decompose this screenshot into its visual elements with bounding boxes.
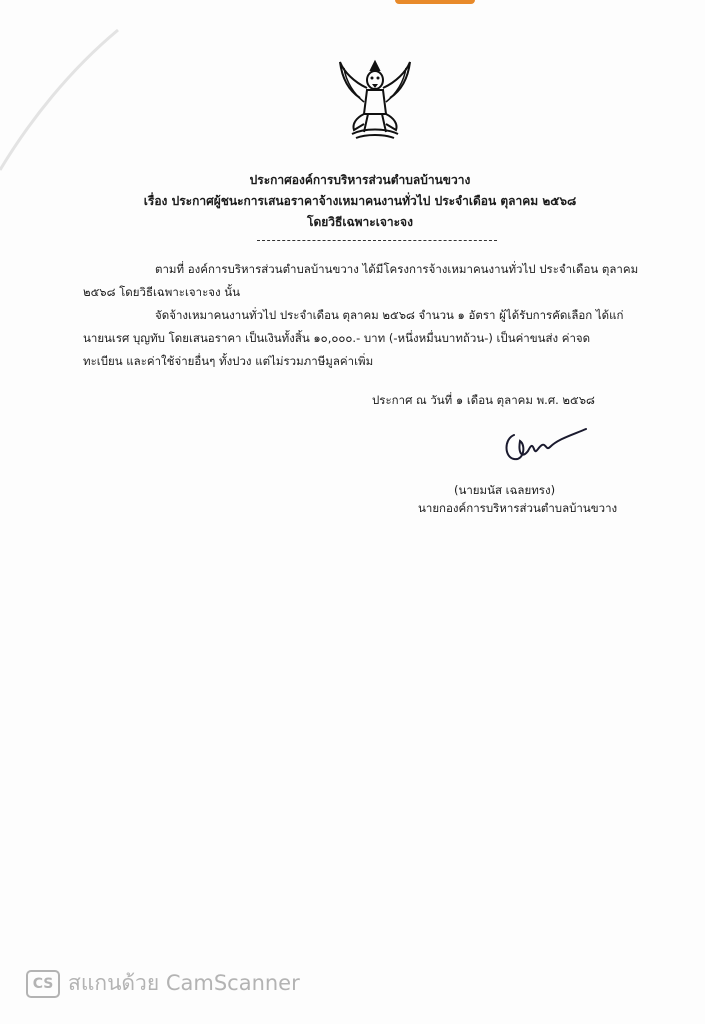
handwritten-signature [500,425,590,467]
paragraph-1-line-2: ๒๕๖๘ โดยวิธีเฉพาะเจาะจง นั้น [83,285,240,299]
announcement-header [110,170,610,233]
camscanner-watermark [26,967,300,1000]
announcement-date: ประกาศ ณ วันที่ ๑ เดือน ตุลาคม พ.ศ. ๒๕๖๘ [372,393,595,407]
camscanner-logo-icon: CS [26,970,60,998]
top-edge-strip [395,0,475,4]
paper-fold-shadow [0,0,120,180]
header-line-2: เรื่อง ประกาศผู้ชนะการเสนอราคาจ้างเหมาคนงานทั่วไป ประจำเดือน ตุลาคม ๒๕๖๘ [143,194,577,208]
paragraph-2-line-1: จัดจ้างเหมาคนงานทั่วไป ประจำเดือน ตุลาคม ๒๕๖๘ จำนวน ๑ อัตรา ผู้ได้รับการคัดเลือก ได้แก่ [155,308,624,322]
paragraph-1-line-1: ตามที่ องค์การบริหารส่วนตำบลบ้านขวาง ได้มีโครงการจ้างเหมาคนงานทั่วไป ประจำเดือน ตุลาคม [155,262,639,276]
paragraph-2-line-2: นายนเรศ บุญทับ โดยเสนอราคา เป็นเงินทั้งสิ้น ๑๐,๐๐๐.- บาท (-หนึ่งหมื่นบาทถ้วน-) เป็นค่าขนส่ง ค่าจด [83,331,591,345]
header-line-3: โดยวิธีเฉพาะเจาะจง [307,215,413,229]
header-line-1: ประกาศองค์การบริหารส่วนตำบลบ้านขวาง [249,173,471,187]
dashed-divider [257,240,497,241]
garuda-emblem-icon [334,58,416,142]
paragraph-2 [83,304,643,373]
signatory-title: นายกองค์การบริหารส่วนตำบลบ้านขวาง [418,501,618,515]
signatory-name: (นายมนัส เฉลยทรง) [454,483,556,497]
paragraph-1 [83,258,643,304]
paragraph-2-line-3: ทะเบียน และค่าใช้จ่ายอื่นๆ ทั้งปวง แต่ไม่รวมภาษีมูลค่าเพิ่ม [83,354,374,368]
watermark-text: สแกนด้วย CamScanner [68,971,300,995]
